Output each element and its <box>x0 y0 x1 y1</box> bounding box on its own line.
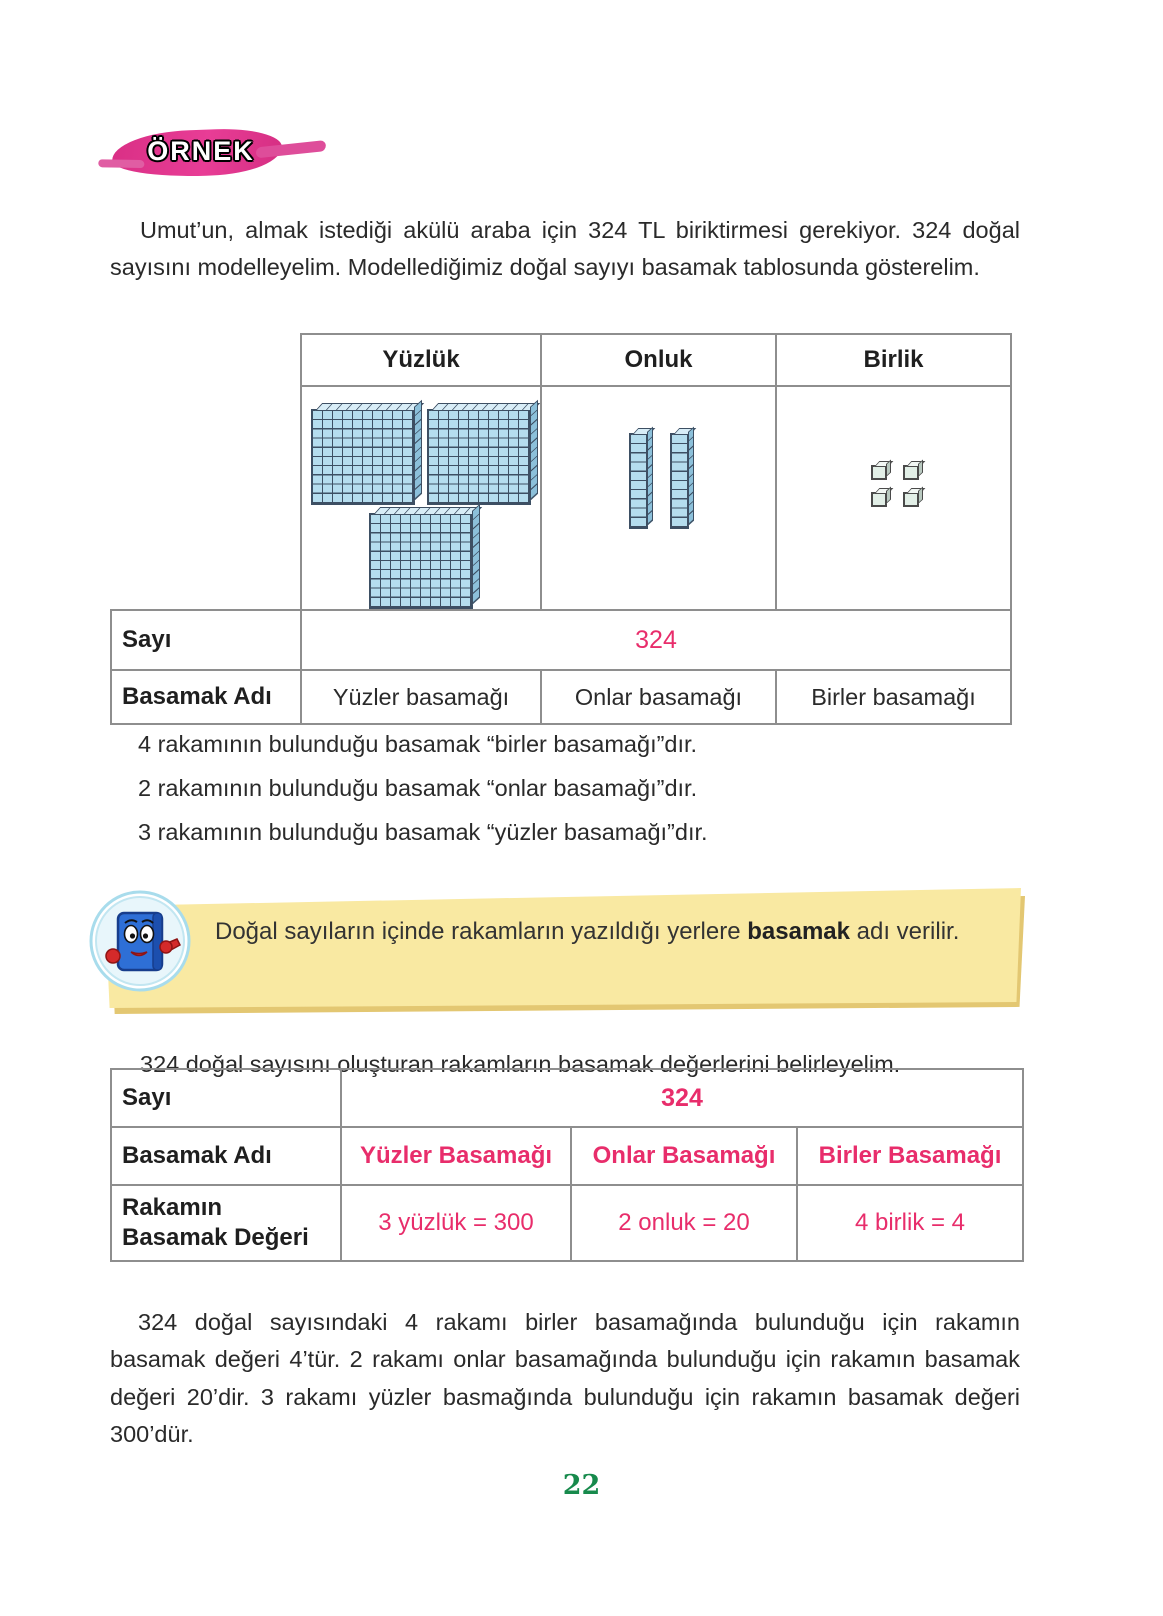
one-cube <box>871 492 887 507</box>
sayi-row-label: Sayı <box>111 610 301 670</box>
place-model-table <box>110 333 1012 725</box>
callout-bold-word: basamak <box>747 918 850 945</box>
place-name-ones: Birler basamağı <box>776 670 1011 724</box>
fact-line-hundreds: 3 rakamının bulunduğu basamak “yüzler basamağı”dır. <box>138 819 708 845</box>
place-head-tens: Onlar Basamağı <box>571 1127 797 1185</box>
sayi-value: 324 <box>341 1069 1023 1127</box>
callout-text <box>185 912 995 952</box>
place-head-hundreds: Yüzler Basamağı <box>341 1127 571 1185</box>
place-name-hundreds: Yüzler basamağı <box>301 670 541 724</box>
ten-rod <box>670 433 689 529</box>
hundred-block <box>369 513 473 609</box>
fact-line-ones: 4 rakamının bulunduğu basamak “birler basamağı”dır. <box>138 731 698 757</box>
one-cube <box>871 465 887 480</box>
place-name-tens: Onlar basamağı <box>541 670 776 724</box>
value-tens: 2 onluk = 20 <box>571 1185 797 1261</box>
one-cube <box>903 465 919 480</box>
mid-paragraph: 324 doğal sayısını oluşturan rakamların basamak değerlerini belirleyelim. <box>140 1050 901 1077</box>
table-empty-corner <box>111 334 301 610</box>
ones-cubes-cell <box>776 386 1011 610</box>
hundred-block <box>311 409 415 505</box>
ten-rod <box>629 433 648 529</box>
fact-line-tens: 2 rakamının bulunduğu basamak “onlar basamağı”dır. <box>138 775 698 801</box>
col-header-onluk: Onluk <box>541 334 776 386</box>
deger-label-line1: Rakamın <box>122 1194 223 1221</box>
sayi-value: 324 <box>301 610 1011 670</box>
sayi-row-label: Sayı <box>111 1069 341 1127</box>
ornek-badge <box>106 124 296 184</box>
value-hundreds: 3 yüzlük = 300 <box>341 1185 571 1261</box>
intro-paragraph: Umut’un, almak istediği akülü araba için 324 TL biriktirmesi gerekiyor. 324 doğal sayısını modelleyelim. Modellediğimiz doğal sayıyı basamak tablosunda gösterelim. <box>110 216 1020 280</box>
deger-row-label <box>111 1185 341 1261</box>
basamak-adi-row-label: Basamak Adı <box>111 670 301 724</box>
definition-callout <box>105 888 1021 1008</box>
book-character-icon <box>89 890 191 992</box>
place-value-table <box>110 1068 1024 1262</box>
place-fact-list <box>138 722 708 854</box>
col-header-birlik: Birlik <box>776 334 1011 386</box>
callout-text-before: Doğal sayıların içinde rakamların yazıldığı yerlere <box>215 918 748 945</box>
hundreds-blocks-cell <box>301 386 541 610</box>
col-header-yuzluk: Yüzlük <box>301 334 541 386</box>
tens-rods-cell <box>541 386 776 610</box>
one-cube <box>903 492 919 507</box>
outro-paragraph: 324 doğal sayısındaki 4 rakamı birler basamağında bulunduğu için rakamın basamak değeri 4’tür. 2 rakamı onlar basamağında bulunduğu için rakamın basamak değeri 20’dir. 3 rakamı yüzler basmağında bulunduğu için rakamın basamak değeri 300’dür. <box>110 1308 1020 1447</box>
basamak-adi-row-label: Basamak Adı <box>111 1127 341 1185</box>
deger-label-line2: Basamak Değeri <box>122 1224 309 1251</box>
value-ones: 4 birlik = 4 <box>797 1185 1023 1261</box>
place-head-ones: Birler Basamağı <box>797 1127 1023 1185</box>
ornek-badge-label: ÖRNEK <box>147 136 255 166</box>
hundred-block <box>427 409 531 505</box>
callout-text-after: adı verilir. <box>849 918 960 945</box>
page-number: 22 <box>562 1470 601 1501</box>
